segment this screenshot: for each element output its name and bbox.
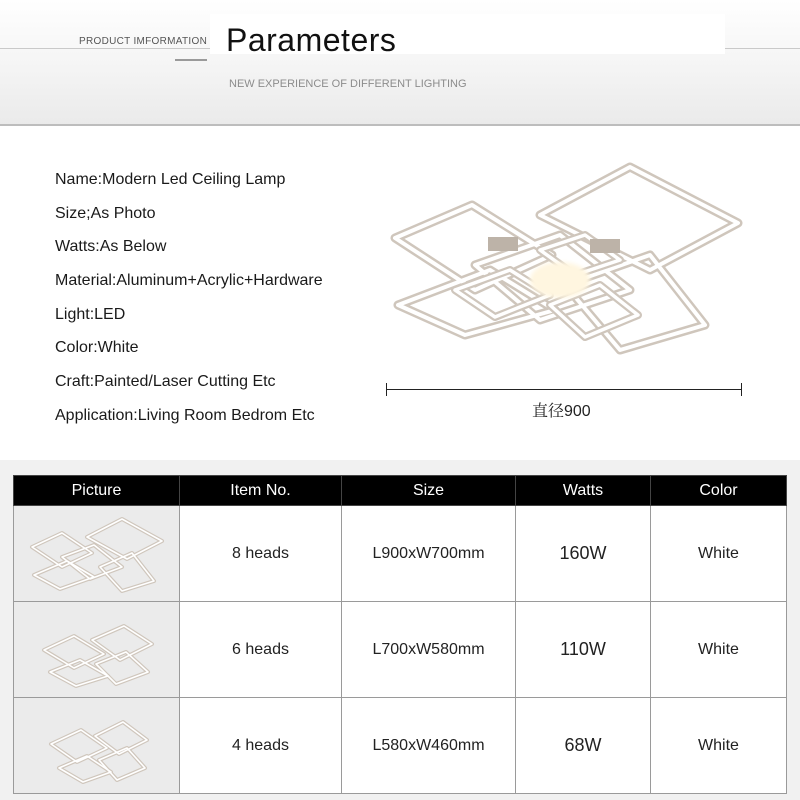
header-size: Size <box>342 476 516 506</box>
watts-cell: 160W <box>516 506 651 602</box>
table-row <box>14 602 787 698</box>
size-cell: L700xW580mm <box>342 602 516 698</box>
product-table <box>13 475 787 794</box>
header-bottom-rule <box>0 124 800 126</box>
page-subtitle: NEW EXPERIENCE OF DIFFERENT LIGHTING <box>229 78 467 90</box>
item-cell: 4 heads <box>180 698 342 794</box>
picture-cell <box>14 506 180 602</box>
watts-cell: 68W <box>516 698 651 794</box>
spec-color: Color:White <box>55 339 139 357</box>
spec-size: Size;As Photo <box>55 204 156 222</box>
spec-material: Material:Aluminum+Acrylic+Hardware <box>55 272 323 290</box>
header-tag: PRODUCT IMFORMATION <box>79 36 208 47</box>
spec-watts: Watts:As Below <box>55 238 167 256</box>
size-cell: L900xW700mm <box>342 506 516 602</box>
dimension-tick-right <box>741 383 742 396</box>
header-item-no: Item No. <box>180 476 342 506</box>
lamp-4-heads-thumbnail <box>37 706 157 786</box>
table-header-row <box>14 476 787 506</box>
spec-light: Light:LED <box>55 305 126 323</box>
table-row <box>14 698 787 794</box>
color-cell: White <box>651 602 787 698</box>
item-cell: 8 heads <box>180 506 342 602</box>
watts-cell: 110W <box>516 602 651 698</box>
ceiling-lamp-illustration <box>380 155 750 395</box>
dimension-line <box>386 383 742 397</box>
spec-craft: Craft:Painted/Laser Cutting Etc <box>55 373 276 391</box>
spec-list <box>55 168 375 438</box>
size-cell: L580xW460mm <box>342 698 516 794</box>
lamp-8-heads-thumbnail <box>22 509 172 599</box>
spec-application: Application:Living Room Bedrom Etc <box>55 406 315 424</box>
header-watts: Watts <box>516 476 651 506</box>
spec-name: Name:Modern Led Ceiling Lamp <box>55 171 286 188</box>
picture-cell <box>14 602 180 698</box>
table-row <box>14 506 787 602</box>
item-cell: 6 heads <box>180 602 342 698</box>
dimension-bar <box>386 389 742 390</box>
page-title: Parameters <box>226 22 397 58</box>
header-tag-underline <box>175 59 207 61</box>
header-color: Color <box>651 476 787 506</box>
picture-cell <box>14 698 180 794</box>
header-picture: Picture <box>14 476 180 506</box>
dimension-tick-left <box>386 383 387 396</box>
color-cell: White <box>651 506 787 602</box>
lamp-6-heads-thumbnail <box>32 610 162 690</box>
dimension-label: 直径900 <box>532 403 591 420</box>
color-cell: White <box>651 698 787 794</box>
